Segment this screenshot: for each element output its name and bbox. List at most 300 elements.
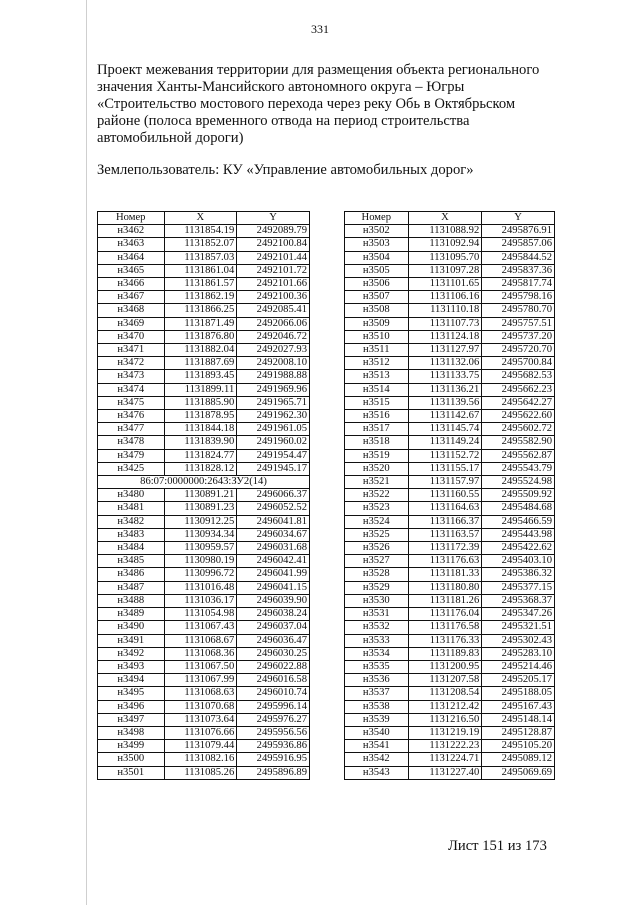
y-coordinate: 2496010.74	[237, 687, 310, 700]
column-header-x: X	[408, 212, 482, 225]
table-row	[98, 700, 310, 713]
y-coordinate: 2495128.87	[482, 726, 555, 739]
point-number: н3480	[98, 489, 165, 502]
y-coordinate: 2496030.25	[237, 647, 310, 660]
point-number: н3478	[98, 436, 165, 449]
table-row	[345, 753, 555, 766]
table-row	[98, 621, 310, 634]
y-coordinate: 2495368.37	[482, 594, 555, 607]
x-coordinate: 1131866.25	[164, 304, 237, 317]
x-coordinate: 1131097.28	[408, 264, 482, 277]
y-coordinate: 2495302.43	[482, 634, 555, 647]
point-number: н3502	[345, 225, 409, 238]
x-coordinate: 1131176.33	[408, 634, 482, 647]
point-number: н3463	[98, 238, 165, 251]
point-number: н3472	[98, 357, 165, 370]
point-number: н3482	[98, 515, 165, 528]
table-row	[345, 726, 555, 739]
point-number: н3474	[98, 383, 165, 396]
table-row	[345, 238, 555, 251]
y-coordinate: 2495321.51	[482, 621, 555, 634]
land-user-line: Землепользователь: КУ «Управление автомобильных дорог»	[97, 162, 474, 178]
point-number: н3499	[98, 740, 165, 753]
table-row	[98, 383, 310, 396]
table-row	[98, 515, 310, 528]
table-row	[98, 594, 310, 607]
point-number: н3517	[345, 423, 409, 436]
y-coordinate: 2492101.66	[237, 278, 310, 291]
y-coordinate: 2495386.32	[482, 568, 555, 581]
table-row	[345, 594, 555, 607]
table-row	[345, 462, 555, 475]
x-coordinate: 1130996.72	[164, 568, 237, 581]
y-coordinate: 2491969.96	[237, 383, 310, 396]
x-coordinate: 1131127.97	[408, 344, 482, 357]
x-coordinate: 1131152.72	[408, 449, 482, 462]
column-header-number: Номер	[98, 212, 165, 225]
table-row	[98, 423, 310, 436]
point-number: н3503	[345, 238, 409, 251]
table-row	[98, 568, 310, 581]
x-coordinate: 1131871.49	[164, 317, 237, 330]
point-number: н3516	[345, 410, 409, 423]
y-coordinate: 2495642.27	[482, 396, 555, 409]
x-coordinate: 1131824.77	[164, 449, 237, 462]
x-coordinate: 1131160.55	[408, 489, 482, 502]
table-row	[98, 489, 310, 502]
table-row	[345, 700, 555, 713]
point-number: н3518	[345, 436, 409, 449]
point-number: н3475	[98, 396, 165, 409]
table-row	[98, 726, 310, 739]
x-coordinate: 1131882.04	[164, 344, 237, 357]
table-row	[345, 396, 555, 409]
y-coordinate: 2495509.92	[482, 489, 555, 502]
point-number: н3533	[345, 634, 409, 647]
y-coordinate: 2495377.15	[482, 581, 555, 594]
x-coordinate: 1131106.16	[408, 291, 482, 304]
y-coordinate: 2495484.68	[482, 502, 555, 515]
table-row	[98, 264, 310, 277]
page-number: 331	[311, 22, 329, 36]
x-coordinate: 1131163.57	[408, 528, 482, 541]
x-coordinate: 1131124.18	[408, 330, 482, 343]
y-coordinate: 2492046.72	[237, 330, 310, 343]
table-row	[98, 766, 310, 779]
point-number: н3470	[98, 330, 165, 343]
point-number: н3494	[98, 674, 165, 687]
x-coordinate: 1131862.19	[164, 291, 237, 304]
table-row	[98, 225, 310, 238]
x-coordinate: 1131136.21	[408, 383, 482, 396]
document-heading	[97, 62, 567, 147]
table-row	[98, 291, 310, 304]
x-coordinate: 1131224.71	[408, 753, 482, 766]
x-coordinate: 1131216.50	[408, 713, 482, 726]
y-coordinate: 2495844.52	[482, 251, 555, 264]
x-coordinate: 1131885.90	[164, 396, 237, 409]
y-coordinate: 2495876.91	[482, 225, 555, 238]
column-header-number: Номер	[345, 212, 409, 225]
y-coordinate: 2496041.99	[237, 568, 310, 581]
y-coordinate: 2496031.68	[237, 542, 310, 555]
point-number: н3509	[345, 317, 409, 330]
table-row	[345, 449, 555, 462]
point-number: н3501	[98, 766, 165, 779]
point-number: н3511	[345, 344, 409, 357]
x-coordinate: 1131181.33	[408, 568, 482, 581]
x-coordinate: 1131176.04	[408, 608, 482, 621]
x-coordinate: 1130912.25	[164, 515, 237, 528]
point-number: н3525	[345, 528, 409, 541]
point-number: н3537	[345, 687, 409, 700]
point-number: н3488	[98, 594, 165, 607]
y-coordinate: 2495602.72	[482, 423, 555, 436]
y-coordinate: 2495817.74	[482, 278, 555, 291]
y-coordinate: 2491954.47	[237, 449, 310, 462]
y-coordinate: 2496034.67	[237, 528, 310, 541]
x-coordinate: 1131212.42	[408, 700, 482, 713]
table-body-right	[345, 225, 555, 780]
table-row	[345, 528, 555, 541]
table-row	[345, 634, 555, 647]
table-row	[98, 357, 310, 370]
x-coordinate: 1131068.36	[164, 647, 237, 660]
y-coordinate: 2496042.41	[237, 555, 310, 568]
y-coordinate: 2496038.24	[237, 608, 310, 621]
y-coordinate: 2495069.69	[482, 766, 555, 779]
x-coordinate: 1131844.18	[164, 423, 237, 436]
x-coordinate: 1131166.37	[408, 515, 482, 528]
point-number: н3521	[345, 476, 409, 489]
y-coordinate: 2491960.02	[237, 436, 310, 449]
table-row	[98, 436, 310, 449]
x-coordinate: 1131876.80	[164, 330, 237, 343]
table-row	[98, 687, 310, 700]
point-number: н3539	[345, 713, 409, 726]
table-row	[98, 370, 310, 383]
point-number: н3489	[98, 608, 165, 621]
point-number: н3508	[345, 304, 409, 317]
y-coordinate: 2495089.12	[482, 753, 555, 766]
x-coordinate: 1131857.03	[164, 251, 237, 264]
table-row	[345, 330, 555, 343]
point-number: н3530	[345, 594, 409, 607]
x-coordinate: 1131068.67	[164, 634, 237, 647]
point-number: н3527	[345, 555, 409, 568]
table-row	[345, 555, 555, 568]
point-number: н3536	[345, 674, 409, 687]
table-row	[345, 423, 555, 436]
table-row	[345, 278, 555, 291]
x-coordinate: 1131176.63	[408, 555, 482, 568]
table-row	[345, 621, 555, 634]
x-coordinate: 1130891.23	[164, 502, 237, 515]
heading-line: «Строительство мостового перехода через реку Обь в Октябрьском	[97, 96, 516, 112]
column-header-y: Y	[237, 212, 310, 225]
point-number: н3515	[345, 396, 409, 409]
x-coordinate: 1131067.43	[164, 621, 237, 634]
x-coordinate: 1131828.12	[164, 462, 237, 475]
table-row	[98, 238, 310, 251]
heading-line: автомобильной дороги)	[97, 130, 244, 146]
point-number: н3541	[345, 740, 409, 753]
x-coordinate: 1131176.58	[408, 621, 482, 634]
table-row	[345, 766, 555, 779]
table-row	[345, 436, 555, 449]
x-coordinate: 1131076.66	[164, 726, 237, 739]
table-header-row	[98, 212, 310, 225]
heading-line: Проект межевания территории для размещения объекта регионального	[97, 62, 540, 78]
x-coordinate: 1131073.64	[164, 713, 237, 726]
sheet-footer: Лист 151 из 173	[448, 838, 547, 854]
table-row	[345, 476, 555, 489]
x-coordinate: 1131054.98	[164, 608, 237, 621]
x-coordinate: 1131107.73	[408, 317, 482, 330]
y-coordinate: 2495737.20	[482, 330, 555, 343]
point-number: н3498	[98, 726, 165, 739]
y-coordinate: 2495543.79	[482, 462, 555, 475]
table-row	[345, 291, 555, 304]
y-coordinate: 2495780.70	[482, 304, 555, 317]
y-coordinate: 2495582.90	[482, 436, 555, 449]
x-coordinate: 1131155.17	[408, 462, 482, 475]
table-row	[345, 608, 555, 621]
table-row	[98, 542, 310, 555]
y-coordinate: 2495443.98	[482, 528, 555, 541]
x-coordinate: 1131172.39	[408, 542, 482, 555]
point-number: н3484	[98, 542, 165, 555]
table-row	[98, 344, 310, 357]
y-coordinate: 2495205.17	[482, 674, 555, 687]
point-number: н3479	[98, 449, 165, 462]
section-label: 86:07:0000000:2643:ЗУ2(14)	[98, 476, 310, 489]
y-coordinate: 2492027.93	[237, 344, 310, 357]
x-coordinate: 1131899.11	[164, 383, 237, 396]
point-number: н3471	[98, 344, 165, 357]
x-coordinate: 1131133.75	[408, 370, 482, 383]
table-row	[98, 753, 310, 766]
point-number: н3468	[98, 304, 165, 317]
point-number: н3514	[345, 383, 409, 396]
x-coordinate: 1131878.95	[164, 410, 237, 423]
table-row	[98, 713, 310, 726]
table-row	[98, 674, 310, 687]
x-coordinate: 1131181.26	[408, 594, 482, 607]
point-number: н3469	[98, 317, 165, 330]
x-coordinate: 1131088.92	[408, 225, 482, 238]
y-coordinate: 2496037.04	[237, 621, 310, 634]
y-coordinate: 2496052.52	[237, 502, 310, 515]
table-row	[345, 410, 555, 423]
y-coordinate: 2495283.10	[482, 647, 555, 660]
point-number: н3500	[98, 753, 165, 766]
point-number: н3519	[345, 449, 409, 462]
y-coordinate: 2496036.47	[237, 634, 310, 647]
table-row	[345, 581, 555, 594]
y-coordinate: 2495422.62	[482, 542, 555, 555]
point-number: н3495	[98, 687, 165, 700]
x-coordinate: 1131227.40	[408, 766, 482, 779]
table-row	[345, 502, 555, 515]
x-coordinate: 1131067.99	[164, 674, 237, 687]
y-coordinate: 2491965.71	[237, 396, 310, 409]
scan-edge-line	[86, 0, 87, 905]
table-row	[98, 608, 310, 621]
point-number: н3528	[345, 568, 409, 581]
x-coordinate: 1131145.74	[408, 423, 482, 436]
x-coordinate: 1130980.19	[164, 555, 237, 568]
point-number: н3534	[345, 647, 409, 660]
table-body-left	[98, 225, 310, 780]
table-row	[345, 264, 555, 277]
x-coordinate: 1131149.24	[408, 436, 482, 449]
y-coordinate: 2496041.15	[237, 581, 310, 594]
x-coordinate: 1130934.34	[164, 528, 237, 541]
table-row	[345, 489, 555, 502]
point-number: н3476	[98, 410, 165, 423]
table-row	[98, 330, 310, 343]
y-coordinate: 2495562.87	[482, 449, 555, 462]
table-row	[345, 304, 555, 317]
point-number: н3512	[345, 357, 409, 370]
point-number: н3543	[345, 766, 409, 779]
point-number: н3466	[98, 278, 165, 291]
table-row	[98, 660, 310, 673]
point-number: н3497	[98, 713, 165, 726]
table-row	[345, 740, 555, 753]
table-section-row	[98, 476, 310, 489]
table-row	[345, 251, 555, 264]
y-coordinate: 2495347.26	[482, 608, 555, 621]
x-coordinate: 1131070.68	[164, 700, 237, 713]
x-coordinate: 1131222.23	[408, 740, 482, 753]
table-row	[345, 515, 555, 528]
table-header-row	[345, 212, 555, 225]
point-number: н3522	[345, 489, 409, 502]
x-coordinate: 1131887.69	[164, 357, 237, 370]
y-coordinate: 2491988.88	[237, 370, 310, 383]
table-row	[98, 647, 310, 660]
point-number: н3542	[345, 753, 409, 766]
x-coordinate: 1131207.58	[408, 674, 482, 687]
y-coordinate: 2495188.05	[482, 687, 555, 700]
point-number: н3529	[345, 581, 409, 594]
y-coordinate: 2491945.17	[237, 462, 310, 475]
point-number: н3513	[345, 370, 409, 383]
y-coordinate: 2492101.44	[237, 251, 310, 264]
y-coordinate: 2496022.88	[237, 660, 310, 673]
x-coordinate: 1131157.97	[408, 476, 482, 489]
point-number: н3477	[98, 423, 165, 436]
point-number: н3507	[345, 291, 409, 304]
table-row	[98, 528, 310, 541]
x-coordinate: 1131092.94	[408, 238, 482, 251]
point-number: н3540	[345, 726, 409, 739]
y-coordinate: 2492089.79	[237, 225, 310, 238]
point-number: н3425	[98, 462, 165, 475]
y-coordinate: 2495857.06	[482, 238, 555, 251]
x-coordinate: 1130891.21	[164, 489, 237, 502]
point-number: н3465	[98, 264, 165, 277]
y-coordinate: 2495700.84	[482, 357, 555, 370]
point-number: н3496	[98, 700, 165, 713]
y-coordinate: 2492101.72	[237, 264, 310, 277]
x-coordinate: 1131139.56	[408, 396, 482, 409]
y-coordinate: 2495956.56	[237, 726, 310, 739]
x-coordinate: 1131861.04	[164, 264, 237, 277]
y-coordinate: 2495524.98	[482, 476, 555, 489]
table-row	[98, 502, 310, 515]
x-coordinate: 1131085.26	[164, 766, 237, 779]
table-row	[345, 383, 555, 396]
y-coordinate: 2495148.14	[482, 713, 555, 726]
x-coordinate: 1131142.67	[408, 410, 482, 423]
table-row	[345, 674, 555, 687]
table-row	[345, 687, 555, 700]
table-row	[98, 555, 310, 568]
table-row	[345, 370, 555, 383]
table-row	[345, 542, 555, 555]
x-coordinate: 1131068.63	[164, 687, 237, 700]
point-number: н3526	[345, 542, 409, 555]
x-coordinate: 1131101.65	[408, 278, 482, 291]
x-coordinate: 1130959.57	[164, 542, 237, 555]
x-coordinate: 1131219.19	[408, 726, 482, 739]
y-coordinate: 2495662.23	[482, 383, 555, 396]
y-coordinate: 2495936.86	[237, 740, 310, 753]
y-coordinate: 2492066.06	[237, 317, 310, 330]
y-coordinate: 2495896.89	[237, 766, 310, 779]
table-row	[98, 317, 310, 330]
heading-line: районе (полоса временного отвода на период строительства	[97, 113, 470, 129]
x-coordinate: 1131893.45	[164, 370, 237, 383]
point-number: н3532	[345, 621, 409, 634]
table-row	[98, 449, 310, 462]
y-coordinate: 2492100.36	[237, 291, 310, 304]
y-coordinate: 2491961.05	[237, 423, 310, 436]
table-row	[345, 660, 555, 673]
table-row	[98, 410, 310, 423]
point-number: н3510	[345, 330, 409, 343]
point-number: н3524	[345, 515, 409, 528]
x-coordinate: 1131200.95	[408, 660, 482, 673]
table-row	[345, 357, 555, 370]
point-number: н3487	[98, 581, 165, 594]
y-coordinate: 2495466.59	[482, 515, 555, 528]
coordinates-table-left	[97, 211, 310, 780]
heading-line: значения Ханты-Мансийского автономного округа – Югры	[97, 79, 465, 95]
point-number: н3535	[345, 660, 409, 673]
y-coordinate: 2495167.43	[482, 700, 555, 713]
x-coordinate: 1131036.17	[164, 594, 237, 607]
x-coordinate: 1131189.83	[408, 647, 482, 660]
y-coordinate: 2496016.58	[237, 674, 310, 687]
point-number: н3492	[98, 647, 165, 660]
y-coordinate: 2492008.10	[237, 357, 310, 370]
y-coordinate: 2495720.70	[482, 344, 555, 357]
point-number: н3506	[345, 278, 409, 291]
y-coordinate: 2492100.84	[237, 238, 310, 251]
point-number: н3467	[98, 291, 165, 304]
x-coordinate: 1131164.63	[408, 502, 482, 515]
table-row	[98, 462, 310, 475]
x-coordinate: 1131095.70	[408, 251, 482, 264]
table-row	[345, 568, 555, 581]
x-coordinate: 1131082.16	[164, 753, 237, 766]
x-coordinate: 1131132.06	[408, 357, 482, 370]
y-coordinate: 2495214.46	[482, 660, 555, 673]
